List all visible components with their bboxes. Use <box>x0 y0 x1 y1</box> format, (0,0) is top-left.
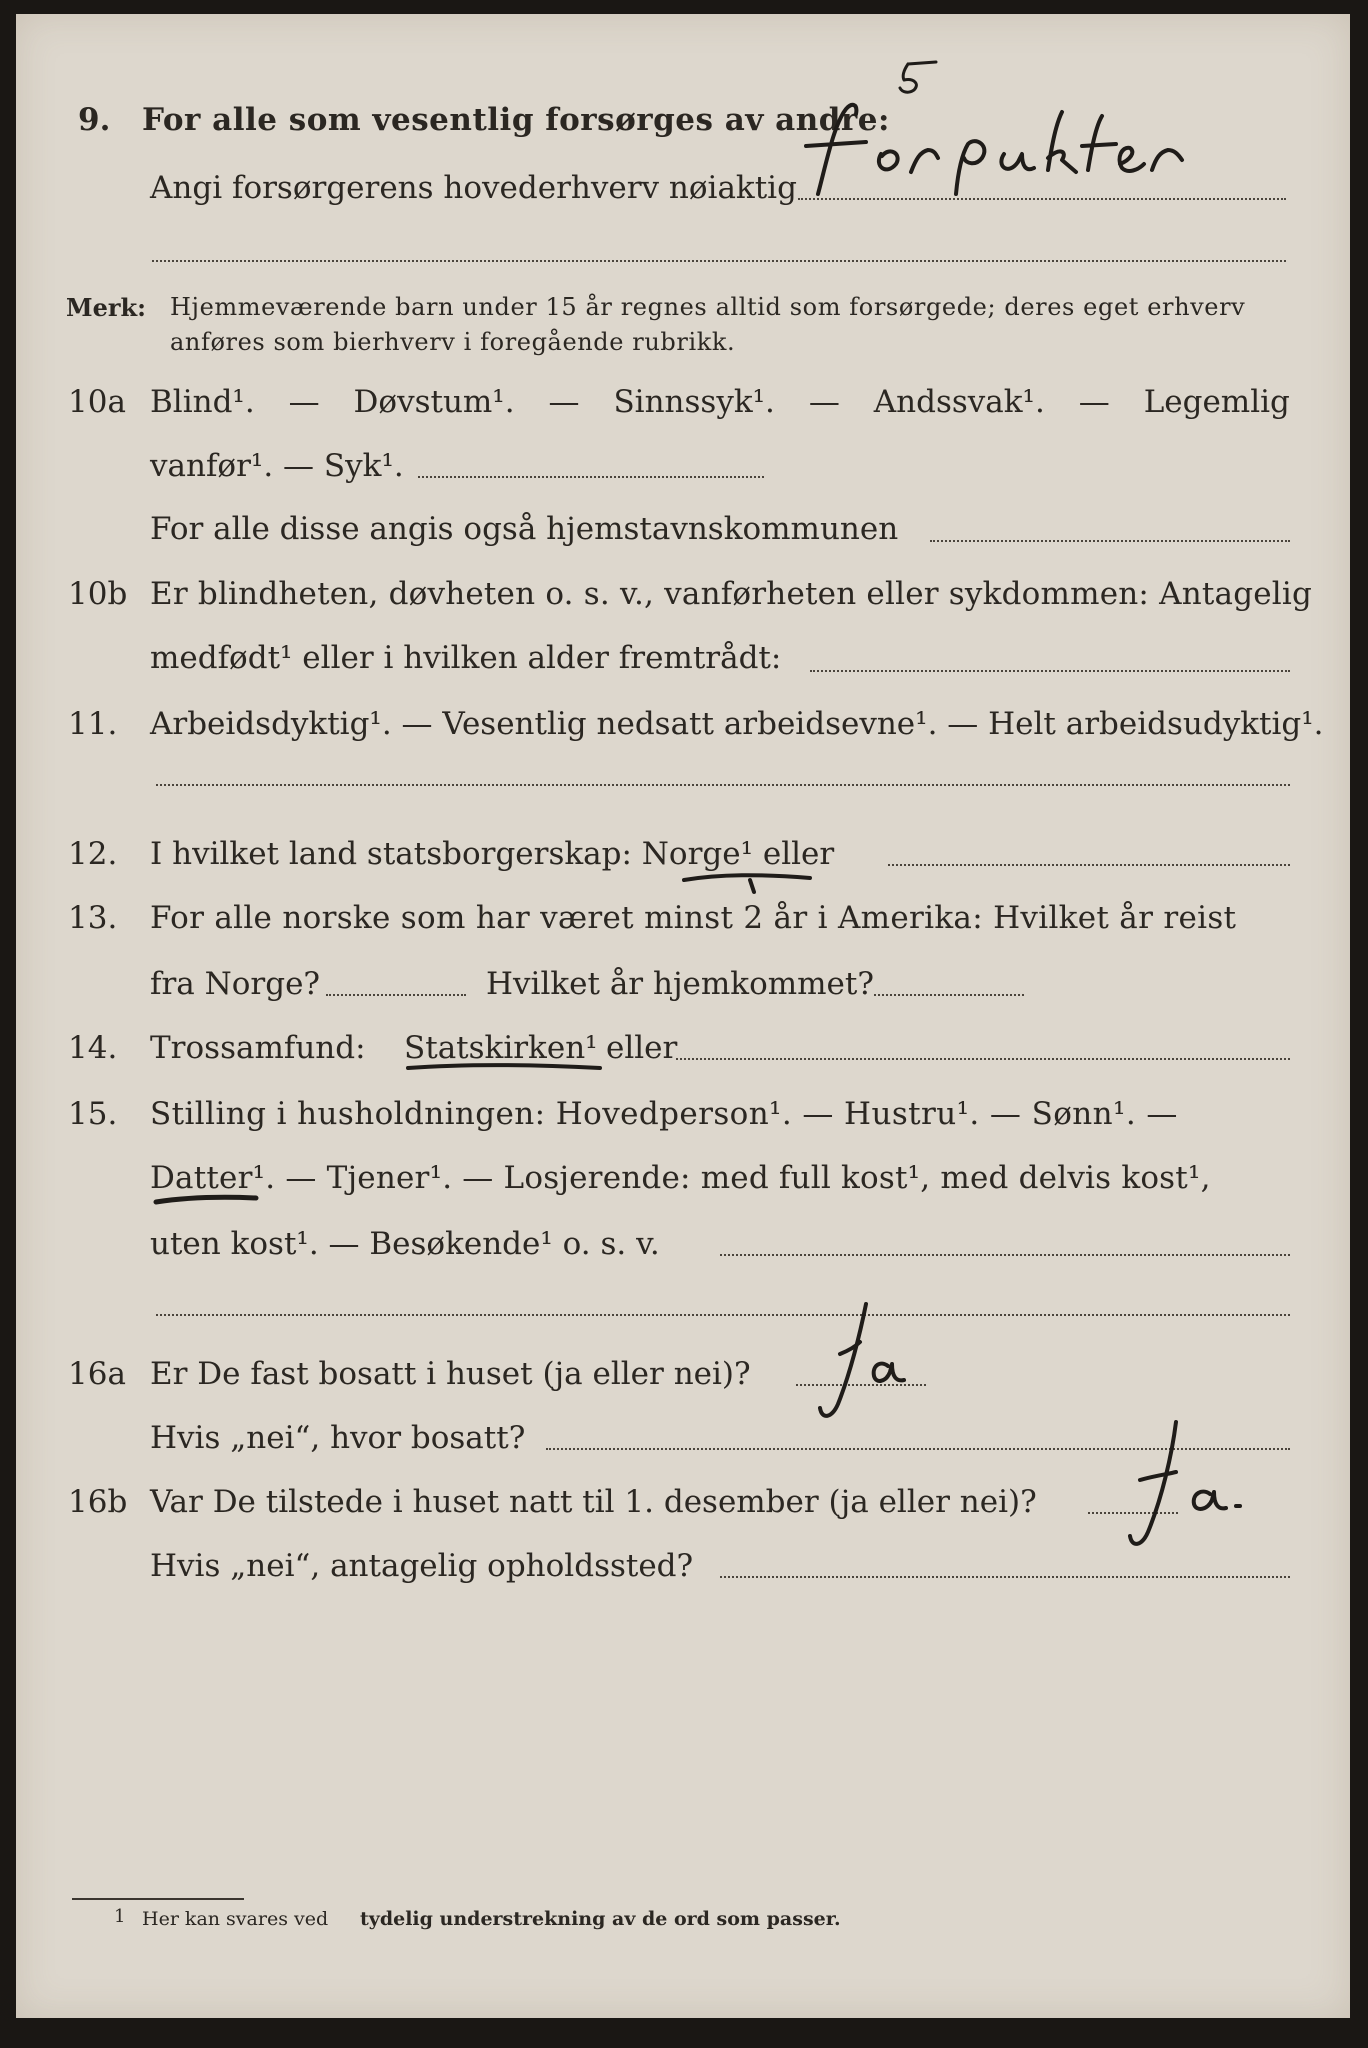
q15-line1: Stilling i husholdningen: Hovedperson¹. — Hustru¹. — Sønn¹. — <box>150 1096 1178 1132</box>
q16b-handwritten-answer <box>1116 1414 1256 1564</box>
q16a-number: 16a <box>68 1356 126 1392</box>
q10a-item: Legemlig <box>1143 384 1290 420</box>
q11-blank-line <box>156 784 1290 786</box>
q12-line1: I hvilket land statsborgerskap: Norge¹ eller <box>150 836 835 872</box>
q14-line1c: eller <box>606 1030 678 1066</box>
q11-line1: Arbeidsdyktig¹. — Vesentlig nedsatt arbeidsevne¹. — Helt arbeidsudyktig¹. <box>150 706 1324 742</box>
q12-handwritten-underline <box>680 868 820 898</box>
q16b-line1: Var De tilstede i huset natt til 1. desember (ja eller nei)? <box>150 1484 1037 1520</box>
q10b-line2: medfødt¹ eller i hvilken alder fremtrådt: <box>150 640 782 676</box>
merk-label: Merk: <box>66 293 146 322</box>
q10a-line3: For alle disse angis også hjemstavnskommunen <box>150 511 899 547</box>
q9-number: 9. <box>78 102 111 138</box>
q16b-number: 16b <box>68 1484 128 1520</box>
merk-line2: anføres som bierhverv i foregående rubrikk. <box>170 328 736 356</box>
q14-blank <box>676 1058 1290 1060</box>
q15-line3: uten kost¹. — Besøkende¹ o. s. v. <box>150 1226 660 1262</box>
q10a-item: — <box>548 384 580 420</box>
q14-line1b: Statskirken¹ <box>404 1030 598 1066</box>
q16b-line2: Hvis „nei“, antagelig opholdssted? <box>150 1548 694 1584</box>
q10a-item: — <box>1078 384 1110 420</box>
q13-year-returned-blank <box>874 994 1024 996</box>
q13-line1: For alle norske som har været minst 2 år i Amerika: Hvilket år reist <box>150 900 1237 936</box>
q15-number: 15. <box>68 1096 118 1132</box>
q12-number: 12. <box>68 836 118 872</box>
q16a-handwritten-answer <box>796 1294 916 1424</box>
q10a-item: — <box>808 384 840 420</box>
q9-blank-line <box>152 260 1286 262</box>
footnote-mark: 1 <box>114 1906 126 1927</box>
q10a-line2-blank <box>418 476 764 478</box>
q9-line2: Angi forsørgerens hovederhverv nøiaktig <box>150 170 797 206</box>
q12-blank <box>888 864 1290 866</box>
q16b-blank <box>720 1576 1290 1578</box>
q10b-number: 10b <box>68 576 128 612</box>
q10a-item: Sinnssyk¹. <box>613 384 775 420</box>
q13-line2b: Hvilket år hjemkommet? <box>486 966 874 1002</box>
q10a-number: 10a <box>68 384 126 420</box>
q15-line2: Datter¹. — Tjener¹. — Losjerende: med full kost¹, med delvis kost¹, <box>150 1160 1211 1196</box>
q10a-line1 <box>150 384 1290 420</box>
q10a-item: Blind¹. <box>150 384 255 420</box>
q15-blank-line <box>156 1314 1290 1316</box>
q14-number: 14. <box>68 1030 118 1066</box>
q10a-line2: vanfør¹. — Syk¹. <box>150 448 404 484</box>
q10a-item: — <box>288 384 320 420</box>
q15-blank <box>720 1254 1290 1256</box>
q15-handwritten-underline <box>152 1190 262 1214</box>
q14-handwritten-underline <box>404 1060 604 1080</box>
form-page <box>16 14 1350 2018</box>
q13-year-left-blank <box>326 994 466 996</box>
q14-line1a: Trossamfund: <box>150 1030 366 1066</box>
q9-handwritten-answer <box>786 54 1226 204</box>
q10b-line1: Er blindheten, døvheten o. s. v., vanførheten eller sykdommen: Antagelig <box>150 576 1313 612</box>
footnote-text-b: tydelig understrekning av de ord som passer. <box>360 1908 841 1930</box>
footnote-text-a: Her kan svares ved <box>142 1908 329 1930</box>
q10a-item: Andssvak¹. <box>873 384 1045 420</box>
q10a-line3-blank <box>930 540 1290 542</box>
q13-line2a: fra Norge? <box>150 966 321 1002</box>
q11-number: 11. <box>68 706 118 742</box>
footnote-rule <box>72 1898 244 1900</box>
q10b-blank <box>810 670 1290 672</box>
q9-line1: For alle som vesentlig forsørges av andre: <box>142 102 890 138</box>
q16a-line2: Hvis „nei“, hvor bosatt? <box>150 1420 526 1456</box>
q13-number: 13. <box>68 900 118 936</box>
merk-line1: Hjemmeværende barn under 15 år regnes alltid som forsørgede; deres eget erhverv <box>170 293 1246 321</box>
q16a-line1: Er De fast bosatt i huset (ja eller nei)? <box>150 1356 751 1392</box>
q10a-item: Døvstum¹. <box>353 384 515 420</box>
